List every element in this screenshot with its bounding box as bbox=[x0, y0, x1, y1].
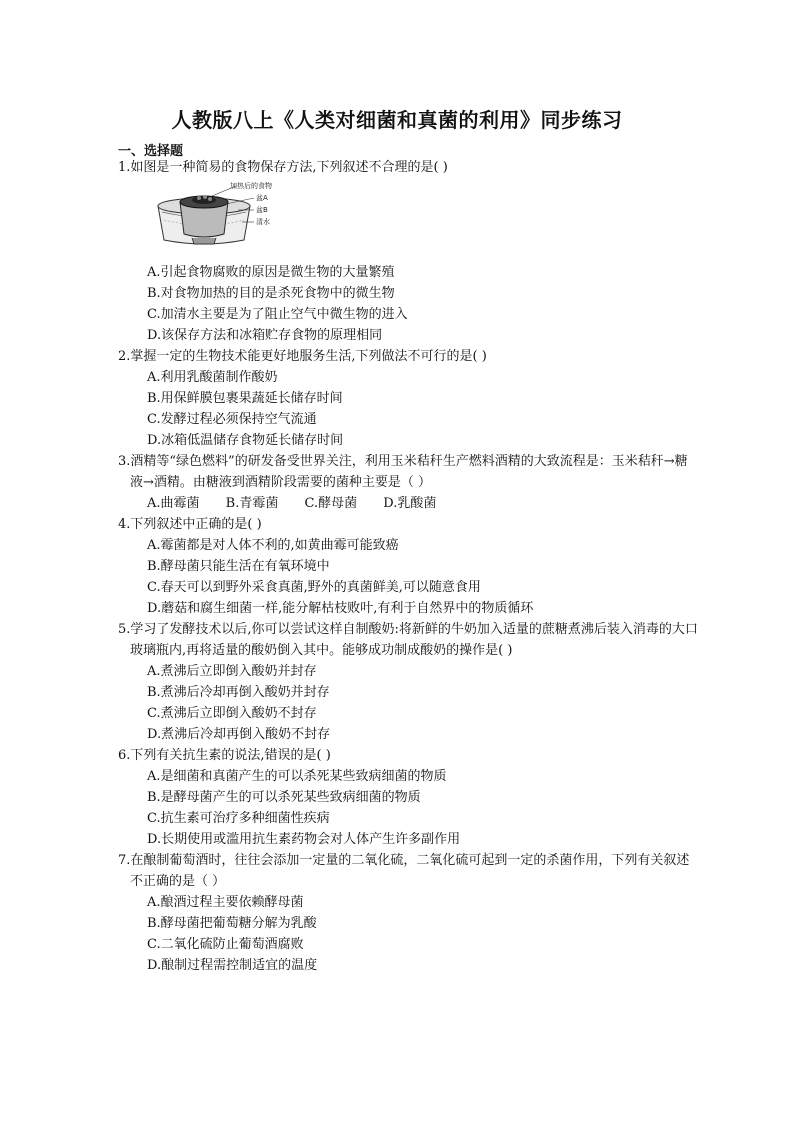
question-4 bbox=[118, 514, 698, 619]
option-d[interactable]: D.蘑菇和腐生细菌一样,能分解枯枝败叶,有利于自然界中的物质循环 bbox=[147, 601, 534, 616]
question-stem: 2.掌握一定的生物技术能更好地服务生活,下列做法不可行的是( ) bbox=[118, 349, 487, 364]
options bbox=[118, 493, 698, 514]
food-storage-figure bbox=[154, 182, 284, 260]
question-stem: 7.在酿制葡萄酒时，往往会添加一定量的二氧化硫，二氧化硫可起到一定的杀菌作用，下列有关叙述不正确的是（ ） bbox=[118, 853, 690, 889]
option-a[interactable]: A.利用乳酸菌制作酸奶 bbox=[147, 370, 278, 385]
option-b[interactable]: B.用保鲜膜包裹果蔬延长储存时间 bbox=[147, 391, 343, 406]
question-stem: 1.如图是一种简易的食物保存方法,下列叙述不合理的是( ) bbox=[118, 160, 448, 175]
question-3 bbox=[118, 451, 698, 514]
question-stem: 3.酒精等“绿色燃料”的研发备受世界关注，利用玉米秸秆生产燃料酒精的大致流程是：玉米秸秆→糖液→酒精。由糖液到酒精阶段需要的菌种主要是（ ） bbox=[118, 454, 688, 490]
question-stem: 4.下列叙述中正确的是( ) bbox=[118, 517, 262, 532]
option-b[interactable]: B.对食物加热的目的是杀死食物中的微生物 bbox=[147, 286, 395, 301]
option-b[interactable]: B.是酵母菌产生的可以杀死某些致病细菌的物质 bbox=[147, 790, 421, 805]
option-b[interactable]: B.酵母菌把葡萄糖分解为乳酸 bbox=[147, 916, 317, 931]
option-b[interactable]: B.青霉菌 bbox=[225, 496, 279, 511]
options bbox=[118, 535, 698, 619]
question-1 bbox=[118, 157, 698, 346]
option-c[interactable]: C.煮沸后立即倒入酸奶不封存 bbox=[147, 706, 317, 721]
option-a[interactable]: A.煮沸后立即倒入酸奶并封存 bbox=[147, 664, 317, 679]
options bbox=[118, 262, 698, 346]
option-a[interactable]: A.霉菌都是对人体不利的,如黄曲霉可能致癌 bbox=[147, 538, 399, 553]
option-d[interactable]: D.煮沸后冷却再倒入酸奶不封存 bbox=[147, 727, 331, 742]
figure-label-food: 加热后的食物 bbox=[230, 182, 272, 190]
option-d[interactable]: D.酿制过程需控制适宜的温度 bbox=[147, 958, 318, 973]
option-b[interactable]: B.煮沸后冷却再倒入酸奶并封存 bbox=[147, 685, 330, 700]
option-d[interactable]: D.乳酸菌 bbox=[383, 496, 437, 511]
option-c[interactable]: C.二氧化硫防止葡萄酒腐败 bbox=[147, 937, 304, 952]
option-d[interactable]: D.长期使用或滥用抗生素药物会对人体产生许多副作用 bbox=[147, 832, 461, 847]
option-a[interactable]: A.曲霉菌 bbox=[147, 496, 200, 511]
figure-label-water: 清水 bbox=[256, 218, 270, 226]
option-c[interactable]: C.加清水主要是为了阻止空气中微生物的进入 bbox=[147, 307, 408, 322]
option-c[interactable]: C.酵母菌 bbox=[304, 496, 358, 511]
question-5 bbox=[118, 619, 698, 745]
option-c[interactable]: C.春天可以到野外采食真菌,野外的真菌鲜美,可以随意食用 bbox=[147, 580, 481, 595]
question-stem: 6.下列有关抗生素的说法,错误的是( ) bbox=[118, 748, 331, 763]
option-a[interactable]: A.是细菌和真菌产生的可以杀死某些致病细菌的物质 bbox=[147, 769, 447, 784]
section-heading: 一、选择题 bbox=[118, 144, 184, 159]
option-c[interactable]: C.发酵过程必须保持空气流通 bbox=[147, 412, 317, 427]
question-7 bbox=[118, 850, 698, 976]
option-c[interactable]: C.抗生素可治疗多种细菌性疾病 bbox=[147, 811, 330, 826]
question-stem: 5.学习了发酵技术以后,你可以尝试这样自制酸奶:将新鲜的牛奶加入适量的蔗糖煮沸后装入消毒的大口玻璃瓶内,再将适量的酸奶倒入其中。能够成功制成酸奶的操作是( ) bbox=[118, 622, 698, 658]
option-d[interactable]: D.冰箱低温储存食物延长储存时间 bbox=[147, 433, 344, 448]
question-list bbox=[118, 157, 698, 976]
options bbox=[118, 766, 698, 850]
option-a[interactable]: A.引起食物腐败的原因是微生物的大量繁殖 bbox=[147, 265, 395, 280]
options bbox=[118, 367, 698, 451]
question-6 bbox=[118, 745, 698, 850]
options bbox=[118, 661, 698, 745]
page-title: 人教版八上《人类对细菌和真菌的利用》同步练习 bbox=[171, 108, 623, 132]
question-2 bbox=[118, 346, 698, 451]
option-b[interactable]: B.酵母菌只能生活在有氧环境中 bbox=[147, 559, 330, 574]
option-a[interactable]: A.酿酒过程主要依赖酵母菌 bbox=[147, 895, 304, 910]
figure-label-basin-b: 盆B bbox=[256, 206, 268, 214]
figure-label-basin-a: 盆A bbox=[256, 194, 268, 202]
option-d[interactable]: D.该保存方法和冰箱贮存食物的原理相同 bbox=[147, 328, 383, 343]
options bbox=[118, 892, 698, 976]
